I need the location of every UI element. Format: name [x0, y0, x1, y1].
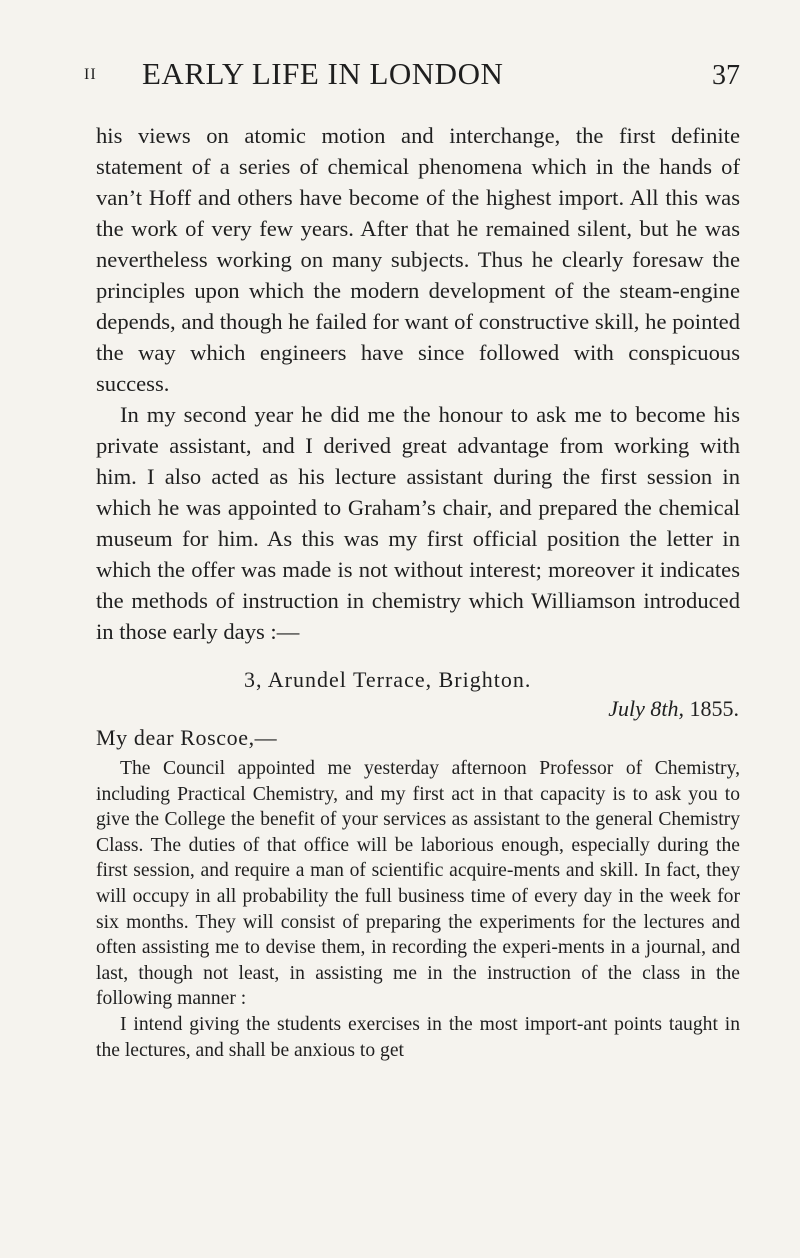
letter-salutation: My dear Roscoe,—	[96, 725, 278, 750]
book-page	[84, 56, 740, 1063]
page-number: 37	[712, 60, 740, 91]
letter-heading	[96, 665, 740, 723]
body-text	[96, 120, 740, 647]
paragraph-atomic-motion: his views on atomic motion and interchange, the first definite statement of a series of chemical phenomena which in the hands of van’t Hoff and others have become of the highest import. All this was the work of very few years. After that he remained silent, but he was nevertheless working on many subjects. Thus he clearly foresaw the principles upon which the modern development of the steam-engine depends, and though he failed for want of constructive skill, he pointed the way which engineers have since followed with conspicuous success.	[96, 123, 740, 396]
running-head	[84, 56, 740, 96]
letter-paragraph-exercises: I intend giving the students exercises in the most import-ant points taught in the lectures, and shall be anxious to get	[96, 1013, 740, 1061]
letter-paragraph-appointment: The Council appointed me yesterday afternoon Professor of Chemistry, including Practical Chemistry, and my first act in that capacity is to ask you to give the College the benefit of your services as assistant to the general Chemistry Class. The duties of that office will be laborious enough, especially during the first session, and require a man of scientific acquire-ments and skill. In fact, they will occupy in all probability the full business time of every day in the week for six months. They will consist of preparing the experiments for the lectures and often assisting me to devise them, in recording the experi-ments in a journal, and last, though not least, in assisting me in the instruction of the class in the following manner :	[96, 758, 740, 1010]
letter-date-year: 1855.	[689, 696, 739, 721]
letter-address: 3, Arundel Terrace, Brighton.	[244, 667, 532, 692]
letter-body	[96, 756, 740, 1063]
running-title: EARLY LIFE IN LONDON	[142, 56, 504, 91]
chapter-number: II	[84, 66, 97, 83]
paragraph-private-assistant: In my second year he did me the honour to ask me to become his private assistant, and I derived great advantage from working with him. I also acted as his lecture assistant during the first session in which he was appointed to Graham’s chair, and prepared the chemical museum for him. As this was my first official position the letter in which the offer was made is not without interest; moreover it indicates the methods of instruction in chemistry which Williamson introduced in those early days :—	[96, 402, 740, 644]
letter-date	[96, 694, 740, 723]
letter-date-day: July 8th,	[608, 696, 684, 721]
